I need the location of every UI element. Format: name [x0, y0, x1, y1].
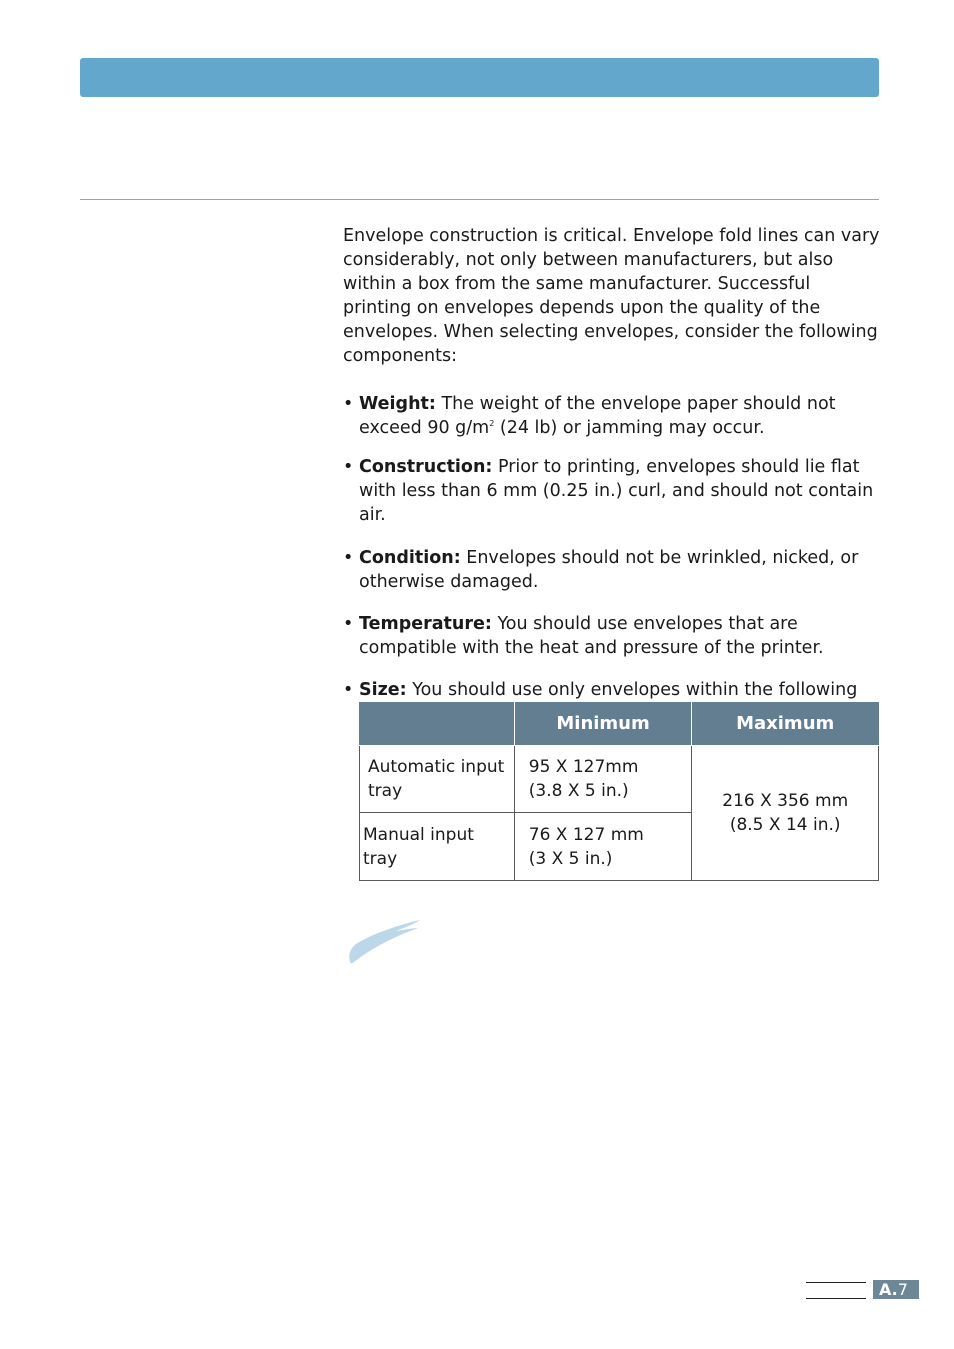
- list-item-weight: [343, 392, 883, 440]
- cell-maximum: [692, 746, 879, 881]
- list-item-condition: [343, 546, 883, 594]
- text-construction: Prior to printing, envelopes should lie flat with less than 6 mm (0.25 in.) curl, and should not contain air.: [359, 457, 874, 525]
- row-label: Automatic input tray: [360, 746, 515, 813]
- page-rule-top: [806, 1282, 866, 1283]
- component-list: [343, 392, 883, 726]
- text-size: You should use only envelopes within the following: [412, 680, 858, 700]
- main-content: [343, 224, 883, 741]
- max-metric: 216 X 356 mm: [722, 791, 849, 811]
- text-condition: Envelopes should not be wrinkled, nicked, or otherwise damaged.: [359, 548, 859, 592]
- min-imperial: (3.8 X 5 in.): [528, 781, 629, 801]
- row-label: Manual input tray: [360, 813, 515, 881]
- page-digit: 7: [897, 1280, 908, 1299]
- header-bar: [80, 58, 879, 97]
- page-rule-bottom: [806, 1298, 866, 1299]
- bullet-icon: •: [343, 457, 354, 477]
- min-imperial: (3 X 5 in.): [528, 848, 613, 869]
- text-weight-b: (24 lb) or jamming may occur.: [494, 418, 765, 438]
- term-construction: Construction:: [359, 457, 493, 477]
- text-weight-a: The weight of the envelope paper should not exceed 90 g/m: [359, 394, 836, 438]
- term-temperature: Temperature:: [359, 614, 492, 634]
- envelope-size-table: [359, 702, 879, 881]
- page-badge: [873, 1280, 919, 1299]
- table-header-row: [360, 703, 879, 746]
- header-minimum: Minimum: [514, 703, 692, 746]
- list-item-construction: [343, 455, 883, 527]
- bullet-icon: •: [343, 614, 354, 634]
- header-blank: [360, 703, 515, 746]
- min-metric: 76 X 127 mm: [528, 824, 644, 845]
- list-item-temperature: [343, 612, 883, 660]
- bullet-icon: •: [343, 394, 354, 414]
- section-rule: [80, 199, 879, 200]
- min-metric: 95 X 127mm: [528, 757, 639, 777]
- bullet-icon: •: [343, 680, 354, 700]
- table-row: [360, 746, 879, 813]
- intro-paragraph: Envelope construction is critical. Envelope fold lines can vary considerably, not only between manufacturers, but also within a box from the same manufacturer. Successful printing on envelopes depends upon the quality of the envelopes. When selecting envelopes, consider the following components:: [343, 226, 880, 366]
- row-minimum: [514, 746, 692, 813]
- page-section: A.: [879, 1280, 898, 1299]
- text-temperature: You should use envelopes that are compatible with the heat and pressure of the printer.: [359, 614, 824, 658]
- bullet-icon: •: [343, 548, 354, 568]
- superscript: 2: [489, 419, 495, 428]
- term-condition: Condition:: [359, 548, 461, 568]
- brush-stroke-icon: [344, 915, 424, 967]
- row-minimum: [514, 813, 692, 881]
- term-size: Size:: [359, 680, 407, 700]
- term-weight: Weight:: [359, 394, 436, 414]
- header-maximum: Maximum: [692, 703, 879, 746]
- max-imperial: (8.5 X 14 in.): [729, 815, 841, 835]
